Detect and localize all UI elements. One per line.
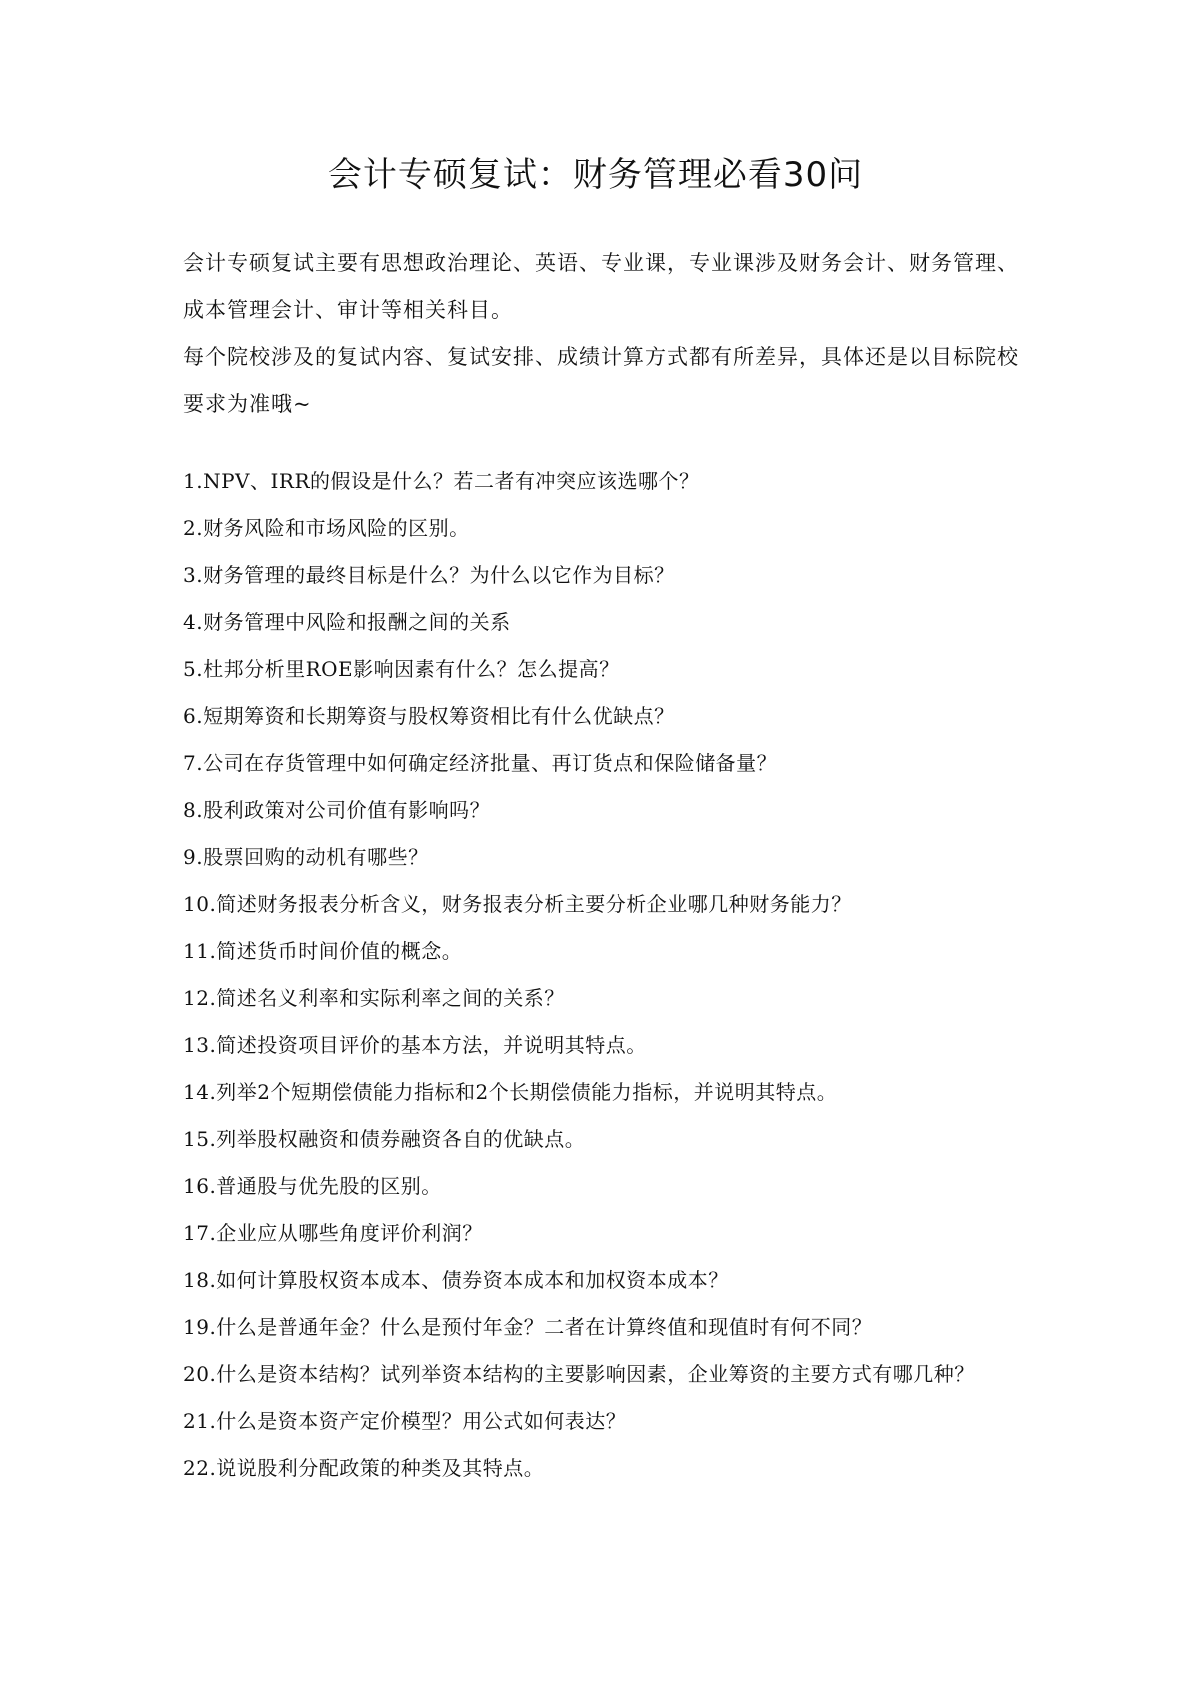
question-item: 7.公司在存货管理中如何确定经济批量、再订货点和保险储备量？ [183,751,778,775]
question-item: 16.普通股与优先股的区别。 [183,1174,442,1198]
intro-paragraph: 每个院校涉及的复试内容、复试安排、成绩计算方式都有所差异，具体还是以目标院校要求为准哦~ [183,345,1019,416]
page-title: 会计专硕复试：财务管理必看30问 [327,155,864,195]
question-item: 17.企业应从哪些角度评价利润？ [183,1221,483,1245]
question-item: 12.简述名义利率和实际利率之间的关系？ [183,986,565,1010]
question-item: 10.简述财务报表分析含义，财务报表分析主要分析企业哪几种财务能力？ [183,892,852,916]
question-item: 19.什么是普通年金？什么是预付年金？二者在计算终值和现值时有何不同？ [183,1315,873,1339]
intro-section [183,240,1023,428]
question-item: 9.股票回购的动机有哪些？ [183,845,429,869]
question-item: 21.什么是资本资产定价模型？用公式如何表达？ [183,1409,627,1433]
question-item: 18.如何计算股权资本成本、债券资本成本和加权资本成本？ [183,1268,729,1292]
question-item: 6.短期筹资和长期筹资与股权筹资相比有什么优缺点？ [183,704,675,728]
question-item: 3.财务管理的最终目标是什么？为什么以它作为目标？ [183,563,675,587]
question-item: 14.列举2个短期偿债能力指标和2个长期偿债能力指标，并说明其特点。 [183,1080,838,1104]
question-item: 11.简述货币时间价值的概念。 [183,939,463,963]
question-item: 5.杜邦分析里ROE影响因素有什么？怎么提高？ [183,657,620,681]
question-item: 20.什么是资本结构？试列举资本结构的主要影响因素，企业筹资的主要方式有哪几种？ [183,1362,975,1386]
question-list [183,458,1023,1492]
question-item: 8.股利政策对公司价值有影响吗？ [183,798,491,822]
question-item: 13.简述投资项目评价的基本方法，并说明其特点。 [183,1033,647,1057]
question-item: 4.财务管理中风险和报酬之间的关系 [183,610,511,634]
question-item: 2.财务风险和市场风险的区别。 [183,516,470,540]
question-item: 1.NPV、IRR的假设是什么？若二者有冲突应该选哪个？ [183,469,700,493]
question-item: 22.说说股利分配政策的种类及其特点。 [183,1456,545,1480]
question-item: 15.列举股权融资和债券融资各自的优缺点。 [183,1127,586,1151]
intro-paragraph: 会计专硕复试主要有思想政治理论、英语、专业课，专业课涉及财务会计、财务管理、成本管理会计、审计等相关科目。 [183,251,1019,322]
